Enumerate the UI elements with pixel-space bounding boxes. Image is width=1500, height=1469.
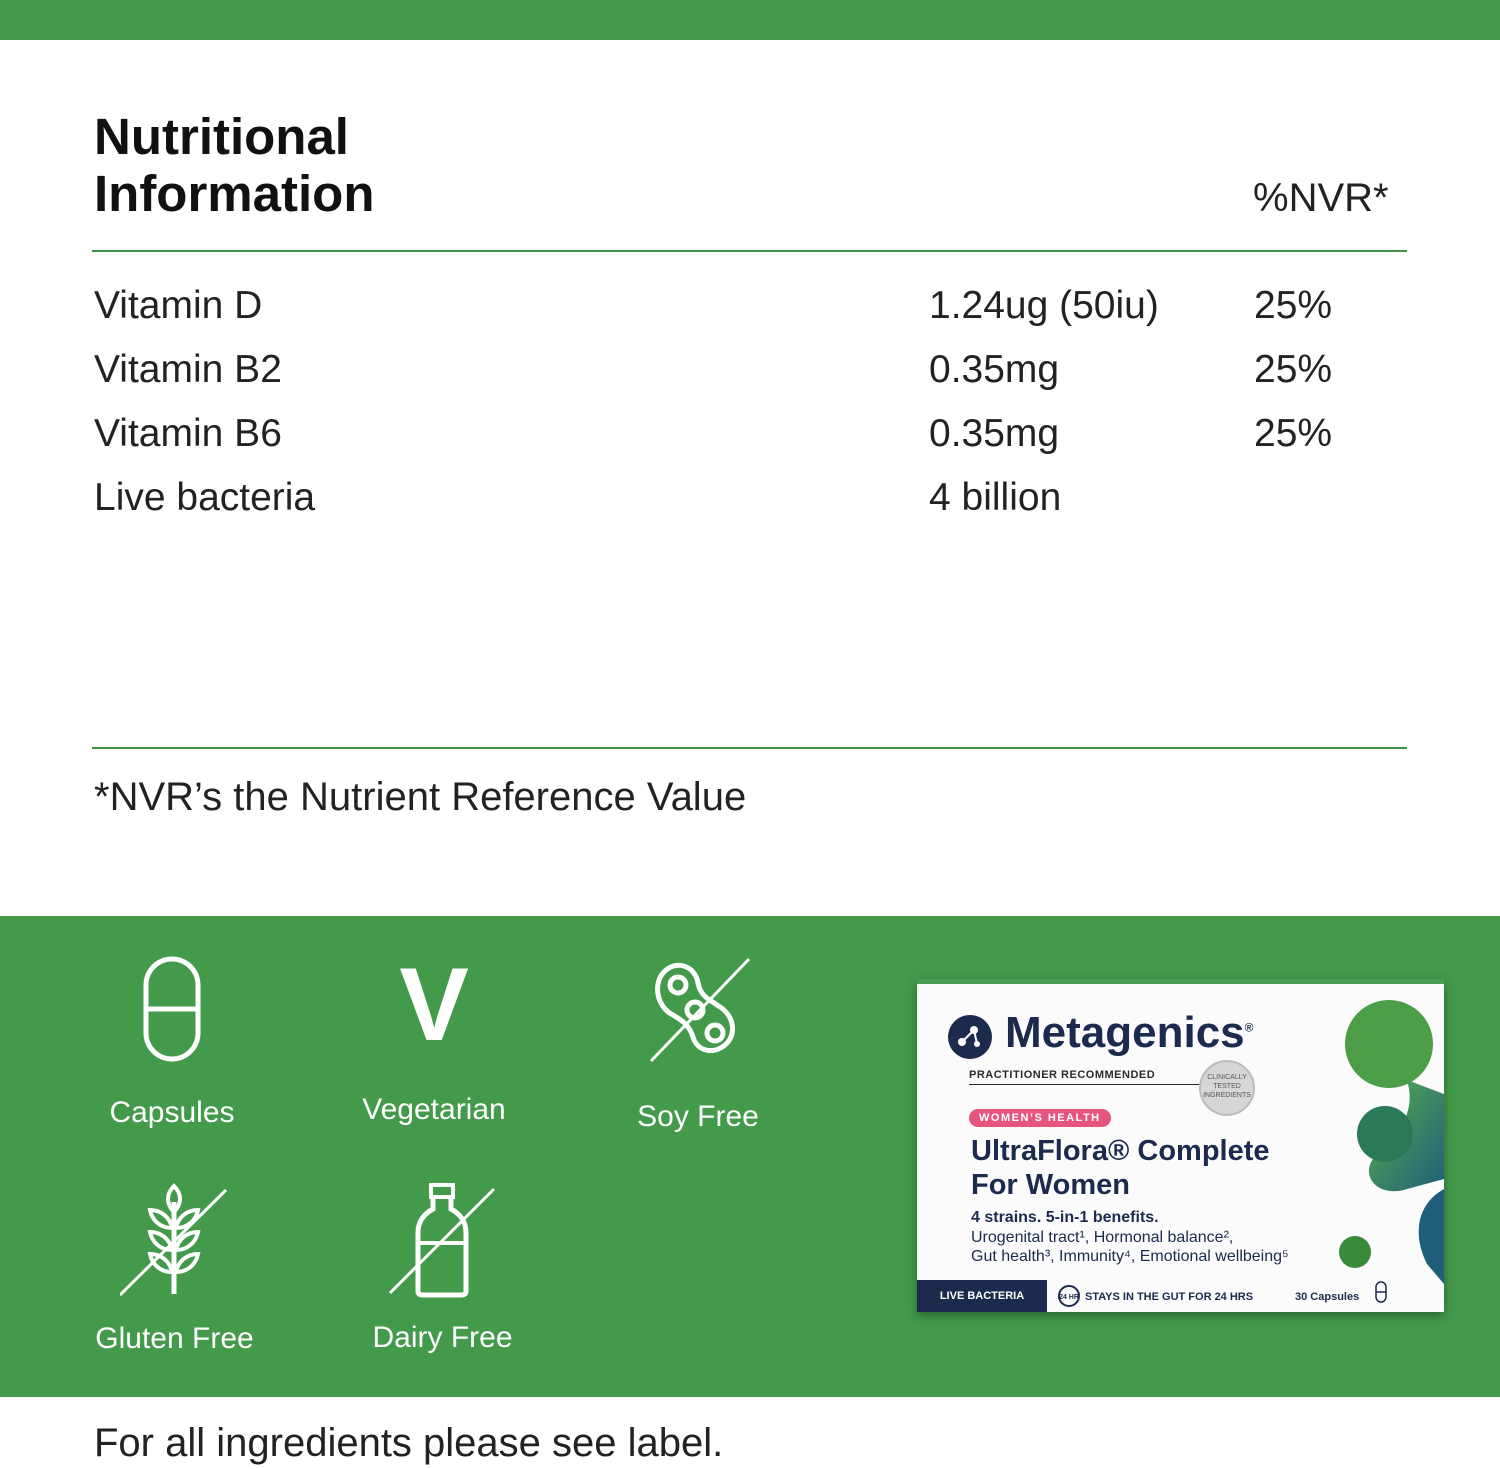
category-badge: WOMEN’S HEALTH [969,1109,1111,1127]
product-name [971,1134,1270,1202]
feature-label: Gluten Free [95,1322,254,1355]
vegetarian-v-icon: V [399,947,469,1063]
product-box-image [917,979,1444,1312]
nutrient-nvr: 25% [1254,412,1333,455]
capsule-icon [142,955,202,1063]
live-bacteria-banner: LIVE BACTERIA [917,1280,1047,1312]
table-row [0,470,1500,534]
feature-label: Capsules [109,1096,235,1129]
nutrient-name: Vitamin B2 [94,348,282,391]
benefits-line-2: Gut health³, Immunity⁴, Emotional wellbeing⁵ [971,1248,1289,1265]
title-line-2: Information [94,165,375,222]
nvr-footnote: *NVR’s the Nutrient Reference Value [94,775,747,819]
ingredients-note: For all ingredients please see label. [94,1421,724,1465]
product-name-line-1: UltraFlora® Complete [971,1135,1270,1167]
soy-free-icon [643,955,753,1065]
24hr-clock-icon [1057,1284,1081,1308]
table-top-divider [92,250,1407,252]
feature-gluten-free [92,1182,257,1357]
table-row [0,342,1500,406]
nutrient-nvr: 25% [1254,348,1333,391]
nutrient-amount: 1.24ug (50iu) [929,284,1159,327]
nutrient-amount: 0.35mg [929,412,1060,455]
stays-in-gut-text: STAYS IN THE GUT FOR 24 HRS [1085,1291,1254,1303]
nutrient-amount: 0.35mg [929,348,1060,391]
metagenics-logo-icon [947,1014,993,1060]
feature-label: Vegetarian [362,1093,506,1126]
table-row [0,406,1500,470]
benefits-line-1: Urogenital tract¹, Hormonal balance², [971,1229,1234,1246]
24hr-text: 24 HR [1059,1294,1079,1301]
registered-mark: ® [1244,1020,1254,1035]
nutrient-nvr: 25% [1254,284,1333,327]
nutrient-amount: 4 billion [929,476,1062,519]
feature-soy-free [618,955,778,1135]
milk-bottle-free-icon [388,1183,498,1298]
practitioner-text: PRACTITIONER RECOMMENDED [969,1069,1215,1085]
top-accent-bar [0,0,1500,40]
wheat-free-icon [120,1182,230,1297]
feature-label: Soy Free [637,1100,759,1133]
title-line-1: Nutritional [94,108,349,165]
feature-capsules [92,955,252,1131]
capsule-count: 30 Capsules [1295,1291,1360,1303]
feature-vegetarian [354,947,514,1128]
table-row [0,278,1500,342]
nvr-column-header: %NVR* [1253,176,1389,220]
brand-name: Metagenics® [1005,1008,1254,1057]
table-bottom-divider [92,747,1407,749]
product-name-line-2: For Women [971,1169,1130,1201]
benefits-text [971,1228,1289,1266]
nutrient-name: Vitamin B6 [94,412,282,455]
clinically-tested-seal: CLINICALLY TESTED INGREDIENTS [1199,1060,1255,1116]
capsule-small-icon [1375,1281,1387,1303]
nutrient-name: Vitamin D [94,284,263,327]
nutrient-table [0,278,1500,534]
strains-text: 4 strains. 5-in-1 benefits. [971,1209,1159,1226]
feature-dairy-free [360,1183,525,1356]
page-title [94,108,374,222]
molecule-graphic [1317,984,1444,1312]
feature-label: Dairy Free [372,1321,513,1354]
nutrient-name: Live bacteria [94,476,316,519]
